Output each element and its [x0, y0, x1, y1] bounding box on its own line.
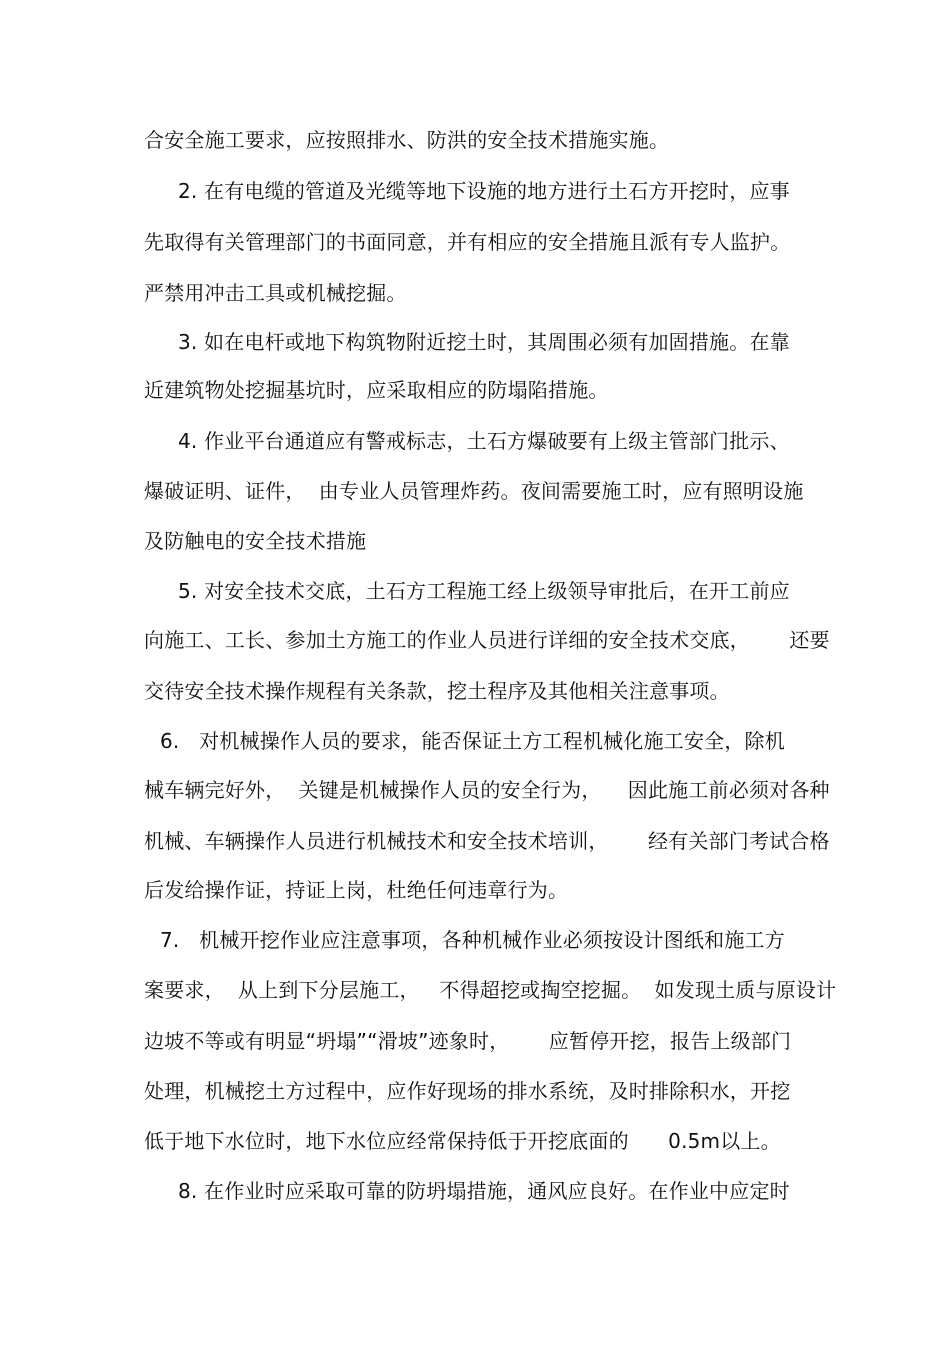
text-line-2: 2. 在有电缆的管道及光缆等地下设施的地方进行土石方开挖时，应事: [178, 179, 790, 203]
text-line-19: 边坡不等或有明显“坍塌”“滑坡”迹象时， 应暂停开挖，报告上级部门: [144, 1029, 792, 1053]
text-line-12: 交待安全技术操作规程有关条款，挖土程序及其他相关注意事项。: [144, 679, 730, 703]
text-line-18: 案要求， 从上到下分层施工， 不得超挖或掏空挖掘。 如发现土质与原设计: [144, 978, 837, 1002]
text-line-3: 先取得有关管理部门的书面同意，并有相应的安全措施且派有专人监护。: [144, 230, 791, 254]
text-line-22: 8. 在作业时应采取可靠的防坍塌措施，通风应良好。在作业中应定时: [178, 1179, 790, 1203]
text-line-21: 低于地下水位时，地下水位应经常保持低于开挖底面的 0.5m以上。: [144, 1129, 781, 1153]
text-line-16: 后发给操作证，持证上岗，杜绝任何违章行为。: [144, 878, 569, 902]
text-line-1: 合安全施工要求，应按照排水、防洪的安全技术措施实施。: [144, 128, 670, 152]
text-line-11: 向施工、工长、参加土方施工的作业人员进行详细的安全技术交底， 还要: [144, 628, 830, 652]
text-line-20: 处理，机械挖土方过程中，应作好现场的排水系统，及时排除积水，开挖: [144, 1079, 791, 1103]
text-line-17: 7. 机械开挖作业应注意事项，各种机械作业必须按设计图纸和施工方: [160, 928, 785, 952]
text-line-8: 爆破证明、证件， 由专业人员管理炸药。夜间需要施工时，应有照明设施: [144, 479, 804, 503]
text-line-7: 4. 作业平台通道应有警戒标志，土石方爆破要有上级主管部门批示、: [178, 429, 790, 453]
text-line-6: 近建筑物处挖掘基坑时，应采取相应的防塌陷措施。: [144, 378, 609, 402]
text-line-9: 及防触电的安全技术措施: [144, 529, 367, 553]
text-line-13: 6. 对机械操作人员的要求，能否保证土方工程机械化施工安全，除机: [160, 729, 785, 753]
text-line-5: 3. 如在电杆或地下构筑物附近挖土时，其周围必须有加固措施。在靠: [178, 330, 790, 354]
text-line-4: 严禁用冲击工具或机械挖掘。: [144, 281, 407, 305]
text-line-14: 械车辆完好外， 关键是机械操作人员的安全行为， 因此施工前必须对各种: [144, 778, 830, 802]
text-line-15: 机械、车辆操作人员进行机械技术和安全技术培训， 经有关部门考试合格: [144, 829, 830, 853]
text-line-10: 5. 对安全技术交底，土石方工程施工经上级领导审批后，在开工前应: [178, 579, 790, 603]
